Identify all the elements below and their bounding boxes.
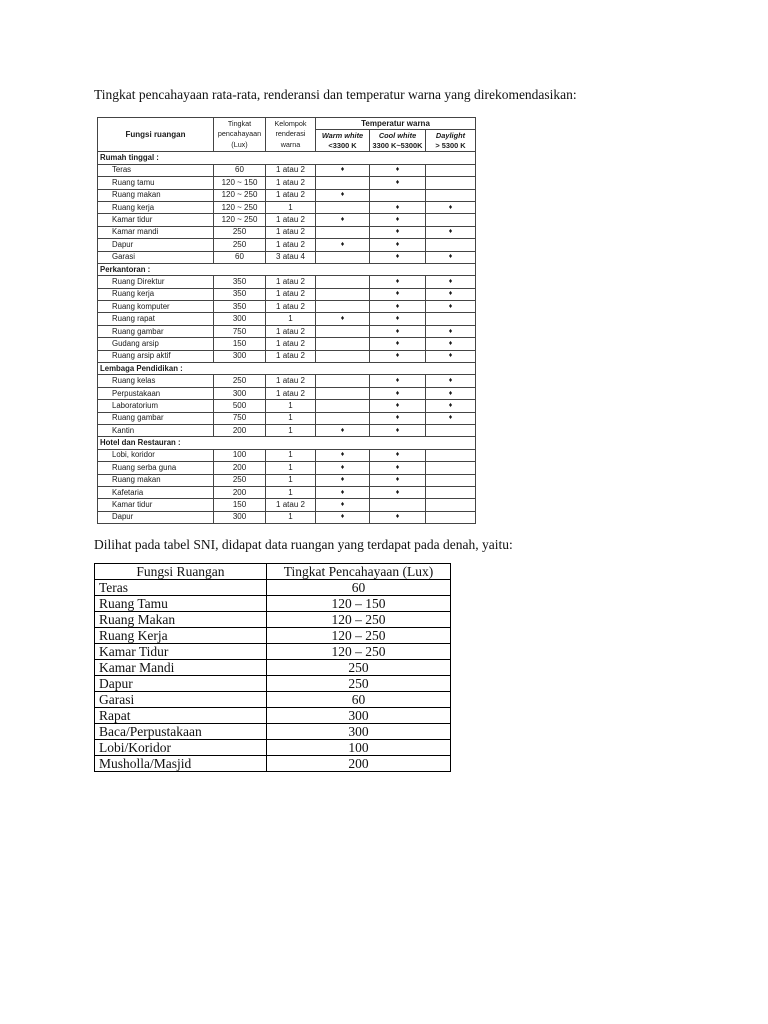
table-row xyxy=(98,449,476,461)
daylight-marker: ♦ xyxy=(426,251,476,263)
warm-white-marker: ♦ xyxy=(316,189,370,201)
room-name-cell: Ruang kerja xyxy=(98,201,214,213)
header-text: Kelompok xyxy=(274,118,307,128)
warm-white-marker: ♦ xyxy=(316,474,370,486)
table-row xyxy=(98,474,476,486)
cool-white-marker: ♦ xyxy=(370,239,426,251)
lux-cell: 250 xyxy=(214,375,266,387)
table-row xyxy=(98,313,476,325)
warm-white-marker xyxy=(316,350,370,362)
cool-white-marker: ♦ xyxy=(370,412,426,424)
lux-cell: 350 xyxy=(214,288,266,300)
table-row xyxy=(98,164,476,176)
room-name-cell: Musholla/Masjid xyxy=(95,756,267,772)
lux-cell: 120 – 150 xyxy=(267,596,451,612)
header-tingkat-pencahayaan xyxy=(214,118,266,152)
lux-cell: 250 xyxy=(214,239,266,251)
header-text: Tingkat xyxy=(227,118,252,128)
lux-cell: 300 xyxy=(214,511,266,523)
render-group-cell: 1 xyxy=(266,412,316,424)
daylight-marker: ♦ xyxy=(426,226,476,238)
room-name-cell: Rapat xyxy=(95,708,267,724)
room-name-cell: Ruang kerja xyxy=(98,288,214,300)
daylight-marker: ♦ xyxy=(426,338,476,350)
daylight-marker xyxy=(426,449,476,461)
cool-white-marker: ♦ xyxy=(370,276,426,288)
warm-white-marker xyxy=(316,400,370,412)
table-row xyxy=(98,201,476,213)
lux-cell: 150 xyxy=(214,499,266,511)
table-row xyxy=(95,756,451,772)
daylight-marker: ♦ xyxy=(426,375,476,387)
cool-white-marker: ♦ xyxy=(370,424,426,436)
render-group-cell: 1 xyxy=(266,400,316,412)
cool-white-marker: ♦ xyxy=(370,486,426,498)
lux-cell: 250 xyxy=(214,474,266,486)
lux-cell: 60 xyxy=(214,164,266,176)
empty-cell xyxy=(266,437,316,449)
warm-white-marker: ♦ xyxy=(316,424,370,436)
table-row xyxy=(98,177,476,189)
table-row xyxy=(98,350,476,362)
header-kelompok-renderasi xyxy=(266,118,316,152)
room-name-cell: Gudang arsip xyxy=(98,338,214,350)
empty-cell xyxy=(370,437,426,449)
room-name-cell: Lobi/Koridor xyxy=(95,740,267,756)
cool-white-marker: ♦ xyxy=(370,301,426,313)
warm-white-marker xyxy=(316,226,370,238)
render-group-cell: 1 xyxy=(266,486,316,498)
table-row xyxy=(95,740,451,756)
cool-white-marker: ♦ xyxy=(370,164,426,176)
cool-white-marker: ♦ xyxy=(370,449,426,461)
section-row xyxy=(98,363,476,375)
warm-white-marker xyxy=(316,338,370,350)
room-name-cell: Dapur xyxy=(98,239,214,251)
room-name-cell: Kamar Tidur xyxy=(95,644,267,660)
cool-white-marker: ♦ xyxy=(370,462,426,474)
room-name-cell: Kamar mandi xyxy=(98,226,214,238)
render-group-cell: 1 atau 2 xyxy=(266,177,316,189)
render-group-cell: 1 atau 2 xyxy=(266,276,316,288)
empty-cell xyxy=(370,152,426,164)
lux-cell: 120 ~ 250 xyxy=(214,189,266,201)
header-cool-white xyxy=(370,130,426,152)
lux-cell: 250 xyxy=(267,660,451,676)
section-title: Perkantoran : xyxy=(98,263,214,275)
room-name-cell: Ruang kelas xyxy=(98,375,214,387)
room-name-cell: Perpustakaan xyxy=(98,387,214,399)
empty-cell xyxy=(370,363,426,375)
room-name-cell: Ruang Kerja xyxy=(95,628,267,644)
header-temperatur-warna: Temperatur warna xyxy=(316,118,476,130)
lux-cell: 350 xyxy=(214,276,266,288)
cool-white-marker xyxy=(370,189,426,201)
empty-cell xyxy=(316,363,370,375)
cool-white-marker: ♦ xyxy=(370,338,426,350)
table-row xyxy=(95,628,451,644)
lux-cell: 300 xyxy=(214,350,266,362)
render-group-cell: 1 atau 2 xyxy=(266,214,316,226)
lux-cell: 120 – 250 xyxy=(267,644,451,660)
table-row xyxy=(95,692,451,708)
lux-cell: 60 xyxy=(267,580,451,596)
lux-cell: 300 xyxy=(214,387,266,399)
lux-cell: 300 xyxy=(214,313,266,325)
room-name-cell: Ruang Tamu xyxy=(95,596,267,612)
table-row xyxy=(98,288,476,300)
empty-cell xyxy=(426,263,476,275)
render-group-cell: 1 xyxy=(266,462,316,474)
header-text: Warm white xyxy=(321,131,364,141)
lux-cell: 100 xyxy=(214,449,266,461)
table-row xyxy=(95,660,451,676)
cool-white-marker: ♦ xyxy=(370,325,426,337)
render-group-cell: 1 atau 2 xyxy=(266,350,316,362)
lux-cell: 120 ~ 150 xyxy=(214,177,266,189)
header-text: (Lux) xyxy=(231,139,248,149)
empty-cell xyxy=(266,363,316,375)
empty-cell xyxy=(426,363,476,375)
render-group-cell: 1 xyxy=(266,474,316,486)
daylight-marker: ♦ xyxy=(426,301,476,313)
sni-table-body xyxy=(98,152,476,524)
cool-white-marker: ♦ xyxy=(370,177,426,189)
sni-lighting-table xyxy=(97,117,476,524)
daylight-marker xyxy=(426,239,476,251)
intro-paragraph: Tingkat pencahayaan rata-rata, renderansi dan temperatur warna yang direkomendasikan: xyxy=(94,87,577,102)
warm-white-marker xyxy=(316,288,370,300)
lux-cell: 200 xyxy=(214,424,266,436)
render-group-cell: 1 atau 2 xyxy=(266,499,316,511)
daylight-marker: ♦ xyxy=(426,276,476,288)
table-row xyxy=(95,580,451,596)
lux-cell: 150 xyxy=(214,338,266,350)
lux-cell: 120 – 250 xyxy=(267,628,451,644)
cool-white-marker: ♦ xyxy=(370,511,426,523)
header-text: Daylight xyxy=(435,131,466,141)
header-text: 3300 K~5300K xyxy=(372,141,423,151)
table-row xyxy=(98,424,476,436)
table-row xyxy=(98,486,476,498)
table-row xyxy=(98,214,476,226)
render-group-cell: 1 atau 2 xyxy=(266,375,316,387)
summary-paragraph: Dilihat pada tabel SNI, didapat data ruangan yang terdapat pada denah, yaitu: xyxy=(94,537,513,552)
room-name-cell: Kamar tidur xyxy=(98,499,214,511)
lux-cell: 60 xyxy=(267,692,451,708)
lux-cell: 350 xyxy=(214,301,266,313)
room-name-cell: Ruang tamu xyxy=(98,177,214,189)
room-name-cell: Dapur xyxy=(95,676,267,692)
render-group-cell: 1 atau 2 xyxy=(266,387,316,399)
header-fungsi-ruangan: Fungsi Ruangan xyxy=(95,564,267,580)
header-fungsi-ruangan: Fungsi ruangan xyxy=(98,118,214,152)
room-name-cell: Lobi, koridor xyxy=(98,449,214,461)
lux-cell: 300 xyxy=(267,708,451,724)
table-row xyxy=(98,301,476,313)
header-tingkat-pencahayaan: Tingkat Pencahayaan (Lux) xyxy=(267,564,451,580)
daylight-marker xyxy=(426,177,476,189)
room-name-cell: Kamar Mandi xyxy=(95,660,267,676)
lux-cell: 120 ~ 250 xyxy=(214,201,266,213)
lux-cell: 750 xyxy=(214,412,266,424)
empty-cell xyxy=(426,152,476,164)
render-group-cell: 1 atau 2 xyxy=(266,338,316,350)
daylight-marker xyxy=(426,511,476,523)
cool-white-marker: ♦ xyxy=(370,313,426,325)
lux-cell: 250 xyxy=(214,226,266,238)
lux-cell: 200 xyxy=(214,486,266,498)
daylight-marker xyxy=(426,424,476,436)
room-name-cell: Ruang makan xyxy=(98,474,214,486)
table-row xyxy=(95,644,451,660)
table-row xyxy=(98,511,476,523)
room-name-cell: Ruang gambar xyxy=(98,325,214,337)
render-group-cell: 1 atau 2 xyxy=(266,288,316,300)
lux-cell: 100 xyxy=(267,740,451,756)
warm-white-marker xyxy=(316,325,370,337)
warm-white-marker xyxy=(316,375,370,387)
lux-cell: 120 – 250 xyxy=(267,612,451,628)
cool-white-marker: ♦ xyxy=(370,251,426,263)
empty-cell xyxy=(214,437,266,449)
rooms-table xyxy=(94,563,451,772)
room-name-cell: Kantin xyxy=(98,424,214,436)
empty-cell xyxy=(316,263,370,275)
room-name-cell: Ruang serba guna xyxy=(98,462,214,474)
warm-white-marker xyxy=(316,276,370,288)
render-group-cell: 3 atau 4 xyxy=(266,251,316,263)
room-name-cell: Baca/Perpustakaan xyxy=(95,724,267,740)
section-row xyxy=(98,263,476,275)
table-row xyxy=(98,189,476,201)
daylight-marker: ♦ xyxy=(426,201,476,213)
warm-white-marker: ♦ xyxy=(316,511,370,523)
table-row xyxy=(98,226,476,238)
warm-white-marker: ♦ xyxy=(316,462,370,474)
daylight-marker xyxy=(426,189,476,201)
lux-cell: 300 xyxy=(267,724,451,740)
empty-cell xyxy=(370,263,426,275)
daylight-marker: ♦ xyxy=(426,325,476,337)
table-row xyxy=(95,596,451,612)
render-group-cell: 1 atau 2 xyxy=(266,325,316,337)
room-name-cell: Dapur xyxy=(98,511,214,523)
room-name-cell: Ruang gambar xyxy=(98,412,214,424)
cool-white-marker: ♦ xyxy=(370,226,426,238)
room-name-cell: Teras xyxy=(95,580,267,596)
render-group-cell: 1 xyxy=(266,511,316,523)
empty-cell xyxy=(316,437,370,449)
daylight-marker xyxy=(426,486,476,498)
empty-cell xyxy=(214,152,266,164)
cool-white-marker: ♦ xyxy=(370,400,426,412)
warm-white-marker xyxy=(316,177,370,189)
table-row xyxy=(98,325,476,337)
warm-white-marker xyxy=(316,201,370,213)
table-row xyxy=(95,724,451,740)
warm-white-marker xyxy=(316,387,370,399)
rooms-table-body xyxy=(95,580,451,772)
table-row xyxy=(98,462,476,474)
warm-white-marker: ♦ xyxy=(316,214,370,226)
cool-white-marker: ♦ xyxy=(370,201,426,213)
table-row xyxy=(98,251,476,263)
daylight-marker: ♦ xyxy=(426,387,476,399)
daylight-marker xyxy=(426,214,476,226)
cool-white-marker xyxy=(370,499,426,511)
room-name-cell: Ruang arsip aktif xyxy=(98,350,214,362)
daylight-marker: ♦ xyxy=(426,350,476,362)
table-row xyxy=(98,239,476,251)
lux-cell: 200 xyxy=(267,756,451,772)
table-row xyxy=(98,276,476,288)
daylight-marker: ♦ xyxy=(426,400,476,412)
lux-cell: 200 xyxy=(214,462,266,474)
room-name-cell: Ruang Direktur xyxy=(98,276,214,288)
table-row xyxy=(98,338,476,350)
room-name-cell: Laboratorium xyxy=(98,400,214,412)
render-group-cell: 1 xyxy=(266,424,316,436)
lux-cell: 120 ~ 250 xyxy=(214,214,266,226)
render-group-cell: 1 atau 2 xyxy=(266,226,316,238)
cool-white-marker: ♦ xyxy=(370,288,426,300)
warm-white-marker: ♦ xyxy=(316,449,370,461)
daylight-marker xyxy=(426,164,476,176)
warm-white-marker: ♦ xyxy=(316,164,370,176)
render-group-cell: 1 xyxy=(266,449,316,461)
empty-cell xyxy=(266,152,316,164)
empty-cell xyxy=(266,263,316,275)
warm-white-marker xyxy=(316,251,370,263)
table-row xyxy=(98,375,476,387)
room-name-cell: Teras xyxy=(98,164,214,176)
section-title: Lembaga Pendidikan : xyxy=(98,363,214,375)
lux-cell: 250 xyxy=(267,676,451,692)
room-name-cell: Kafetaria xyxy=(98,486,214,498)
room-name-cell: Kamar tidur xyxy=(98,214,214,226)
lux-cell: 750 xyxy=(214,325,266,337)
daylight-marker xyxy=(426,313,476,325)
warm-white-marker: ♦ xyxy=(316,313,370,325)
header-warm-white xyxy=(316,130,370,152)
empty-cell xyxy=(316,152,370,164)
room-name-cell: Garasi xyxy=(98,251,214,263)
header-daylight xyxy=(426,130,476,152)
render-group-cell: 1 atau 2 xyxy=(266,189,316,201)
header-text: Cool white xyxy=(378,131,417,141)
room-name-cell: Ruang Makan xyxy=(95,612,267,628)
header-text: > 5300 K xyxy=(435,141,466,151)
room-name-cell: Ruang rapat xyxy=(98,313,214,325)
render-group-cell: 1 xyxy=(266,313,316,325)
header-text: <3300 K xyxy=(328,141,357,151)
daylight-marker: ♦ xyxy=(426,288,476,300)
daylight-marker xyxy=(426,474,476,486)
room-name-cell: Garasi xyxy=(95,692,267,708)
render-group-cell: 1 atau 2 xyxy=(266,239,316,251)
daylight-marker xyxy=(426,499,476,511)
section-title: Rumah tinggal : xyxy=(98,152,214,164)
table-row xyxy=(98,387,476,399)
lux-cell: 500 xyxy=(214,400,266,412)
header-text: warna xyxy=(280,139,301,149)
header-text: renderasi xyxy=(275,129,306,139)
cool-white-marker: ♦ xyxy=(370,350,426,362)
cool-white-marker: ♦ xyxy=(370,387,426,399)
empty-cell xyxy=(214,363,266,375)
room-name-cell: Ruang komputer xyxy=(98,301,214,313)
table-row xyxy=(95,708,451,724)
section-title: Hotel dan Restauran : xyxy=(98,437,214,449)
table-row xyxy=(95,676,451,692)
table-row xyxy=(98,499,476,511)
table-row xyxy=(98,400,476,412)
cool-white-marker: ♦ xyxy=(370,474,426,486)
empty-cell xyxy=(426,437,476,449)
cool-white-marker: ♦ xyxy=(370,214,426,226)
render-group-cell: 1 atau 2 xyxy=(266,301,316,313)
header-text: pencahayaan xyxy=(217,129,262,139)
table-row xyxy=(95,612,451,628)
render-group-cell: 1 xyxy=(266,201,316,213)
lux-cell: 60 xyxy=(214,251,266,263)
daylight-marker xyxy=(426,462,476,474)
section-row xyxy=(98,152,476,164)
warm-white-marker: ♦ xyxy=(316,499,370,511)
daylight-marker: ♦ xyxy=(426,412,476,424)
warm-white-marker xyxy=(316,412,370,424)
empty-cell xyxy=(214,263,266,275)
warm-white-marker: ♦ xyxy=(316,239,370,251)
render-group-cell: 1 atau 2 xyxy=(266,164,316,176)
room-name-cell: Ruang makan xyxy=(98,189,214,201)
section-row xyxy=(98,437,476,449)
cool-white-marker: ♦ xyxy=(370,375,426,387)
warm-white-marker: ♦ xyxy=(316,486,370,498)
table-row xyxy=(98,412,476,424)
warm-white-marker xyxy=(316,301,370,313)
